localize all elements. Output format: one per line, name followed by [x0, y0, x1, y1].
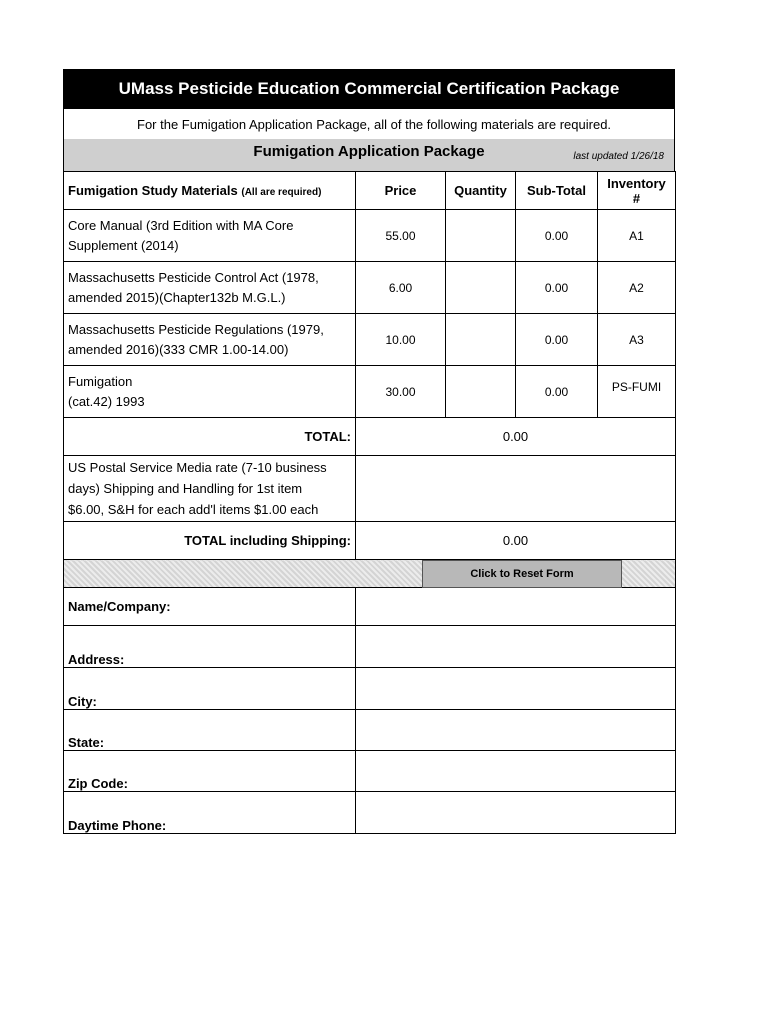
total-shipping-label: TOTAL including Shipping:: [64, 522, 356, 560]
shipping-value: [356, 456, 676, 522]
table-row: [64, 262, 676, 314]
total-row: [64, 418, 676, 456]
reset-bar: [64, 560, 676, 588]
name-row: [64, 588, 676, 626]
header-quantity: Quantity: [446, 172, 516, 210]
phone-label: Daytime Phone:: [64, 792, 356, 834]
header-inventory: Inventory #: [598, 172, 676, 210]
header-subtotal: Sub-Total: [516, 172, 598, 210]
materials-table: [63, 171, 676, 834]
city-field[interactable]: [356, 668, 676, 710]
reset-form-button[interactable]: Click to Reset Form: [422, 560, 622, 588]
item-description: Core Manual (3rd Edition with MA Core Supplement (2014): [64, 210, 356, 262]
item-subtotal: 0.00: [516, 366, 598, 418]
shipping-description: US Postal Service Media rate (7-10 business days) Shipping and Handling for 1st item $6.00, S&H for each add'l items $1.00 each: [64, 456, 356, 522]
item-inventory: A2: [598, 262, 676, 314]
header-materials: Fumigation Study Materials (All are required): [64, 172, 356, 210]
total-shipping-value: 0.00: [356, 522, 676, 560]
item-price: 10.00: [356, 314, 446, 366]
form-instructions: For the Fumigation Application Package, all of the following materials are required.: [63, 109, 675, 139]
phone-row: [64, 792, 676, 834]
item-inventory: PS-FUMI: [598, 366, 676, 418]
shipping-row: [64, 456, 676, 522]
address-field[interactable]: [356, 626, 676, 668]
zip-row: [64, 751, 676, 792]
address-label: Address:: [64, 626, 356, 668]
table-row: [64, 210, 676, 262]
header-price: Price: [356, 172, 446, 210]
zip-label: Zip Code:: [64, 751, 356, 792]
item-description: Fumigation (cat.42) 1993: [64, 366, 356, 418]
total-shipping-row: [64, 522, 676, 560]
quantity-input[interactable]: [446, 210, 516, 262]
package-header: [63, 139, 675, 171]
state-row: [64, 710, 676, 751]
item-subtotal: 0.00: [516, 262, 598, 314]
name-label: Name/Company:: [64, 588, 356, 626]
reset-row: [64, 560, 676, 588]
order-form: [63, 69, 675, 834]
quantity-input[interactable]: [446, 314, 516, 366]
item-price: 55.00: [356, 210, 446, 262]
page-title: UMass Pesticide Education Commercial Certification Package: [63, 69, 675, 109]
total-label: TOTAL:: [64, 418, 356, 456]
city-label: City:: [64, 668, 356, 710]
address-row: [64, 626, 676, 668]
item-description: Massachusetts Pesticide Regulations (1979, amended 2016)(333 CMR 1.00-14.00): [64, 314, 356, 366]
item-price: 6.00: [356, 262, 446, 314]
table-row: [64, 314, 676, 366]
state-label: State:: [64, 710, 356, 751]
item-inventory: A1: [598, 210, 676, 262]
total-value: 0.00: [356, 418, 676, 456]
table-header: [64, 172, 676, 210]
item-price: 30.00: [356, 366, 446, 418]
item-subtotal: 0.00: [516, 210, 598, 262]
phone-field[interactable]: [356, 792, 676, 834]
item-description: Massachusetts Pesticide Control Act (1978, amended 2015)(Chapter132b M.G.L.): [64, 262, 356, 314]
last-updated: last updated 1/26/18: [573, 151, 664, 162]
state-field[interactable]: [356, 710, 676, 751]
item-inventory: A3: [598, 314, 676, 366]
zip-field[interactable]: [356, 751, 676, 792]
name-field[interactable]: [356, 588, 676, 626]
package-title: Fumigation Application Package: [253, 143, 485, 160]
table-row: [64, 366, 676, 418]
city-row: [64, 668, 676, 710]
quantity-input[interactable]: [446, 262, 516, 314]
item-subtotal: 0.00: [516, 314, 598, 366]
quantity-input[interactable]: [446, 366, 516, 418]
